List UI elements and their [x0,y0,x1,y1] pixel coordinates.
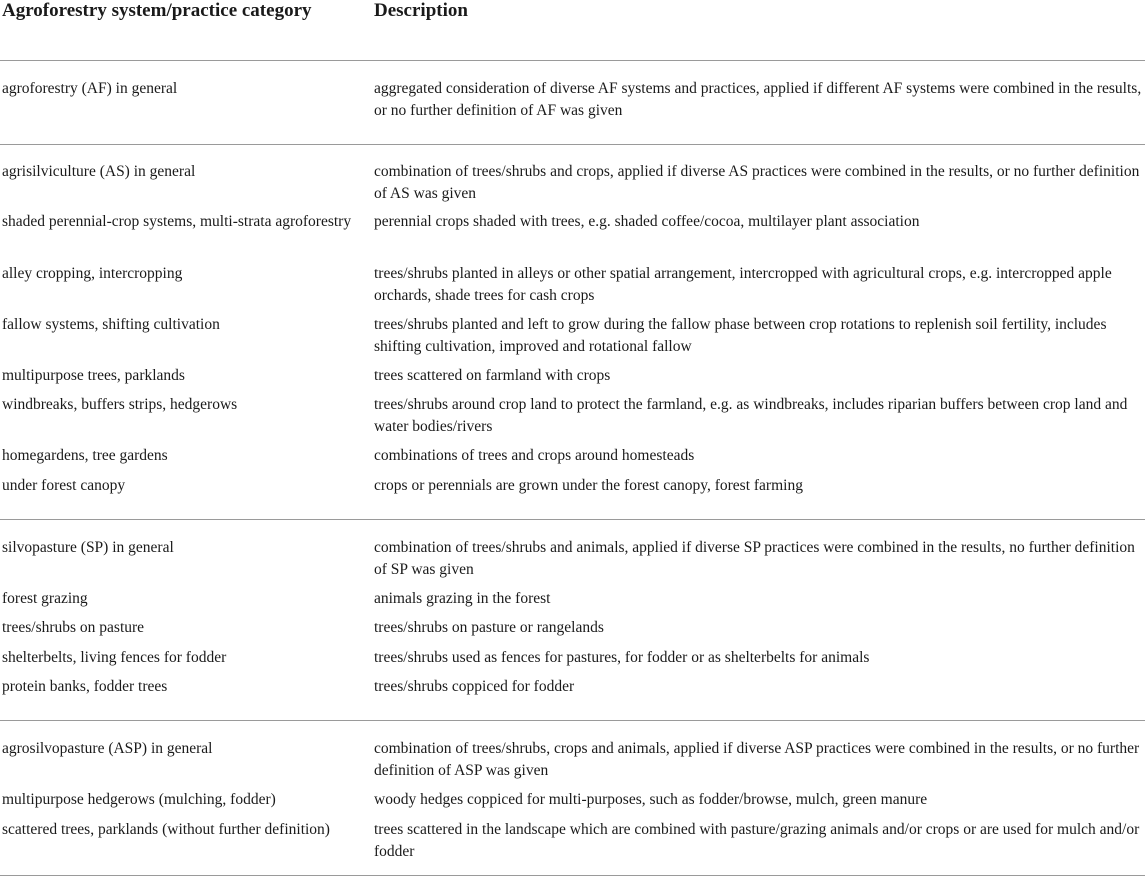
row-category: protein banks, fodder trees [2,678,168,695]
row-description: woody hedges coppiced for multi-purposes, such as fodder/browse, mulch, green manure [374,791,928,808]
table-header [0,0,1145,60]
row-description: combination of trees/shrubs, crops and animals, applied if diverse ASP practices were combined in the results, or no further definition of ASP was given [374,740,1140,779]
row-description: crops or perennials are grown under the forest canopy, forest farming [374,477,803,494]
group-divider [0,144,1145,145]
header-divider [0,60,1145,61]
row-category: homegardens, tree gardens [2,447,168,464]
row-category: multipurpose hedgerows (mulching, fodder) [2,791,276,808]
header-category: Agroforestry system/practice category [2,0,312,21]
row-category: agrisilviculture (AS) in general [2,163,196,180]
row-description: trees/shrubs on pasture or rangelands [374,619,604,636]
row-category: windbreaks, buffers strips, hedgerows [2,396,238,413]
row-description: trees scattered in the landscape which are combined with pasture/grazing animals and/or crops or are used for mulch and/or fodder [374,821,1140,860]
row-description: aggregated consideration of diverse AF systems and practices, applied if different AF systems were combined in the results, or no further definition of AF was given [374,80,1142,119]
row-description: trees/shrubs planted in alleys or other spatial arrangement, intercropped with agricultural crops, e.g. intercropped apple orchards, shade trees for cash crops [374,265,1112,304]
header-description: Description [374,0,468,21]
row-description: animals grazing in the forest [374,590,551,607]
row-category: agrosilvopasture (ASP) in general [2,740,213,757]
row-description: combination of trees/shrubs and animals, applied if diverse SP practices were combined in the results, no further definition of SP was given [374,539,1135,578]
row-description: trees/shrubs planted and left to grow during the fallow phase between crop rotations to replenish soil fertility, includes shifting cultivation, improved and rotational fallow [374,316,1107,355]
row-description: trees/shrubs coppiced for fodder [374,678,575,695]
row-category: scattered trees, parklands (without further definition) [2,821,330,838]
group-divider [0,720,1145,721]
row-category: under forest canopy [2,477,126,494]
row-category: agroforestry (AF) in general [2,80,178,97]
table-bottom-rule [0,875,1145,876]
row-description: combination of trees/shrubs and crops, applied if diverse AS practices were combined in the results, or no further definition of AS was given [374,163,1140,202]
row-category: trees/shrubs on pasture [2,619,145,636]
row-description: trees/shrubs around crop land to protect the farmland, e.g. as windbreaks, includes riparian buffers between crop land and water bodies/rivers [374,396,1128,435]
row-category: silvopasture (SP) in general [2,539,174,556]
row-description: perennial crops shaded with trees, e.g. shaded coffee/cocoa, multilayer plant association [374,213,920,230]
group-divider [0,519,1145,520]
row-category: alley cropping, intercropping [2,265,183,282]
row-category: forest grazing [2,590,88,607]
row-description: combinations of trees and crops around homesteads [374,447,695,464]
row-category: multipurpose trees, parklands [2,367,185,384]
row-description: trees scattered on farmland with crops [374,367,611,384]
row-category: shelterbelts, living fences for fodder [2,649,227,666]
row-category: fallow systems, shifting cultivation [2,316,220,333]
row-category: shaded perennial-crop systems, multi-strata agroforestry [2,213,352,230]
row-description: trees/shrubs used as fences for pastures, for fodder or as shelterbelts for animals [374,649,870,666]
